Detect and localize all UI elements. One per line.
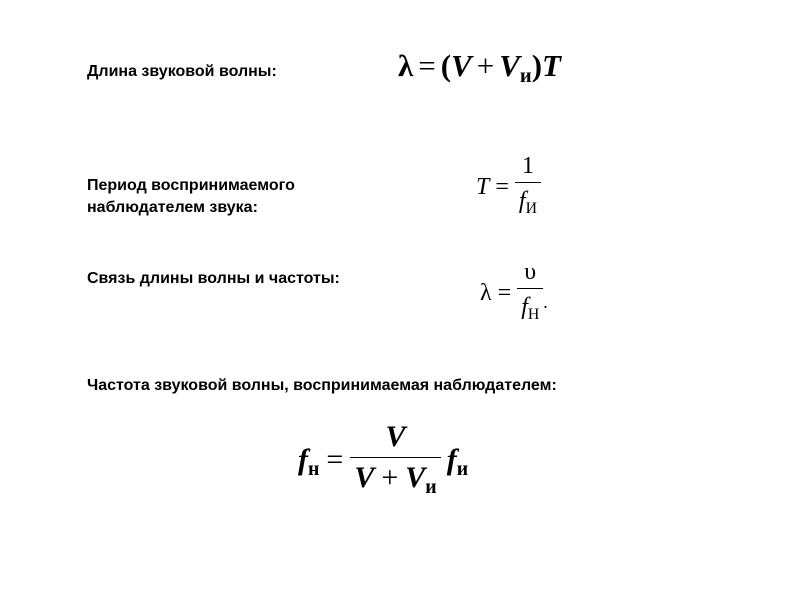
source-subscript: и (456, 457, 469, 480)
relation-label: Связь длины волны и частоты: (87, 270, 340, 287)
fraction-denominator (517, 291, 543, 331)
plus-sign: + (381, 461, 399, 494)
source-subscript: и (425, 475, 437, 498)
frequency-fraction (350, 420, 440, 504)
relation-fraction (517, 258, 543, 331)
period-symbol: T (542, 48, 561, 83)
frequency-formula (298, 420, 468, 504)
period-lhs: T (476, 173, 490, 200)
period-formula (476, 152, 541, 225)
fraction-numerator: υ (524, 259, 537, 285)
close-paren: ) (531, 48, 543, 83)
sound-speed-symbol: V (451, 48, 472, 83)
wavelength-formula (398, 48, 561, 94)
relation-lhs: λ (480, 279, 492, 306)
trailing-dot: . (543, 291, 548, 312)
sound-speed-symbol: V (354, 461, 375, 494)
observed-frequency-symbol: f (521, 294, 528, 320)
fraction-denominator (350, 461, 440, 504)
plus-sign: + (476, 48, 495, 83)
fraction-numerator: 1 (521, 153, 534, 179)
observer-subscript: Н (527, 305, 540, 323)
source-speed-symbol: V (405, 461, 426, 494)
equals-sign: = (418, 48, 436, 83)
fraction-denominator (515, 185, 541, 225)
source-speed-symbol: V (499, 48, 520, 83)
relation-formula (480, 258, 548, 331)
source-frequency-symbol: f (446, 442, 457, 476)
equals-sign: = (497, 279, 512, 306)
fraction-bar (517, 288, 543, 289)
equals-sign: = (495, 173, 509, 200)
source-frequency-symbol: f (518, 188, 526, 214)
observed-frequency-symbol: f (298, 442, 308, 476)
frequency-label: Частота звуковой волны, воспринимаемая наблюдателем: (87, 377, 557, 394)
period-fraction (515, 152, 541, 225)
wavelength-label: Длина звуковой волны: (87, 63, 277, 80)
lambda-symbol: λ (398, 48, 414, 83)
open-paren: ( (440, 48, 452, 83)
period-label: Период воспринимаемого наблюдателем звука: (87, 177, 295, 216)
fraction-numerator: V (385, 420, 406, 453)
equals-sign: = (326, 442, 344, 476)
source-subscript: и (519, 65, 532, 88)
fraction-bar (515, 182, 541, 183)
fraction-bar (350, 457, 440, 458)
observer-subscript: н (308, 457, 320, 480)
source-subscript: И (525, 199, 538, 217)
